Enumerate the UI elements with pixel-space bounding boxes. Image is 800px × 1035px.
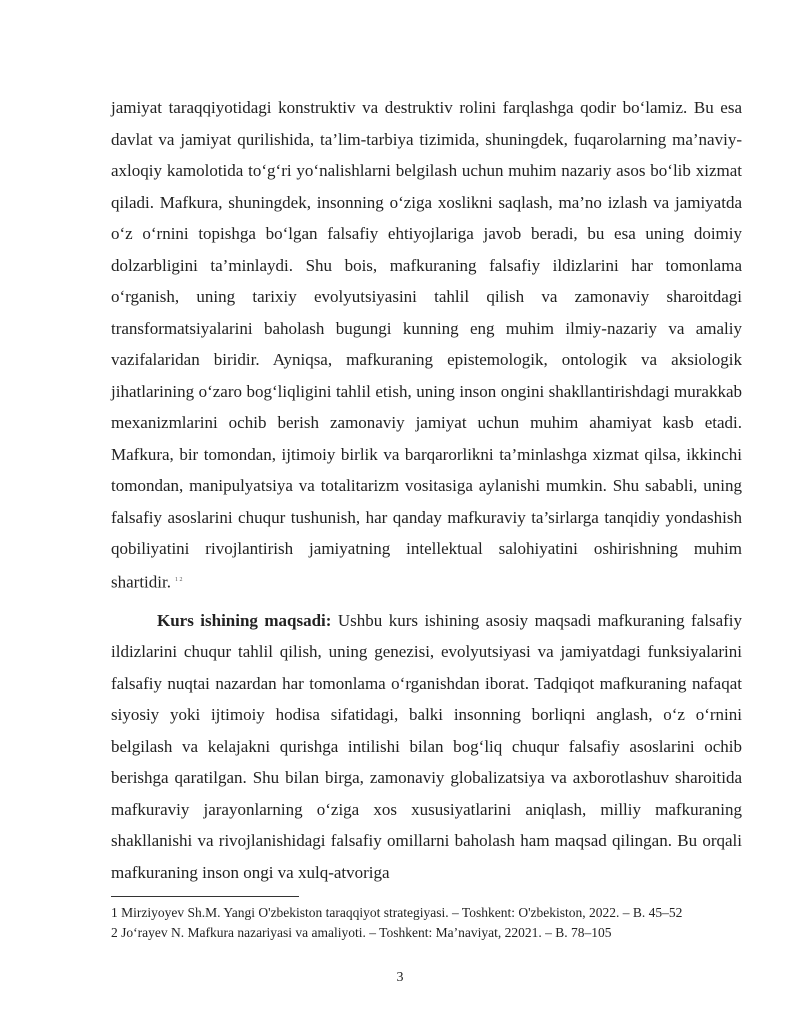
page-number: 3 xyxy=(396,970,404,985)
footnotes xyxy=(111,903,742,943)
paragraph-2-text: Ushbu kurs ishining asosiy maqsadi mafkuraning falsafiy ildizlarini chuqur tahlil qilish, uning genezisi, evolyutsiyasi va jamiyatdagi funksiyalarini falsafiy nuqtai nazardan har tomonlama o‘rganishdan iborat. Tadqiqot mafkuraning nafaqat siyosiy yoki ijtimoiy hodisa sifatidagi, balki insonning borliqni anglash, o‘z o‘rnini belgilash va kelajakni qurishga intilishi bilan bog‘liq chuqur falsafiy asoslarini ochib berishga qaratilgan. Shu bilan birga, zamonaviy globalizatsiya va axborotlashuv sharoitida mafkuraviy jarayonlarning o‘ziga xos xususiyatlarini aniqlash, milliy mafkuraning shakllanishi va rivojlanishidagi falsafiy omillarni baholash ham maqsad qilingan. Bu orqali mafkuraning inson ongi va xulq-atvoriga xyxy=(111,610,742,882)
footnote-separator xyxy=(111,896,299,897)
footnote-2: 2 Jo‘rayev N. Mafkura nazariyasi va amaliyoti. – Toshkent: Ma’naviyat, 22021. – B. 78–105 xyxy=(111,925,612,940)
footnote-reference-marks[interactable]: 1 2 xyxy=(174,576,183,583)
paragraph-2-heading: Kurs ishining maqsadi: xyxy=(157,610,332,630)
body-text xyxy=(111,92,742,888)
footnote-1: 1 Mirziyoyev Sh.M. Yangi O'zbekiston taraqqiyot strategiyasi. – Toshkent: O'zbekiston, 2022. – B. 45–52 xyxy=(111,905,683,920)
paragraph-course-goal xyxy=(111,605,742,889)
paragraph-1-text: jamiyat taraqqiyotidagi konstruktiv va destruktiv rolini farqlashga qodir bo‘lamiz. Bu esa davlat va jamiyat qurilishida, ta’lim-tarbiya tizimida, shuningdek, fuqarolarning ma’naviy-axloqiy kamolotida to‘g‘ri yo‘nalishlarni belgilash uchun muhim nazariy asos bo‘lib xizmat qiladi. Mafkura, shuningdek, insonning o‘ziga xoslikni saqlash, ma’no izlash va jamiyatda o‘z o‘rnini topishga bo‘lgan falsafiy ehtiyojlariga javob beradi, bu esa uning doimiy dolzarbligini ta’minlaydi. Shu bois, mafkuraning falsafiy ildizlarini har tomonlama o‘rganish, uning tarixiy evolyutsiyasini tahlil qilish va zamonaviy sharoitdagi transformatsiyalarini baholash bugungi kunning eng muhim ilmiy-nazariy va amaliy vazifalaridan biridir. Ayniqsa, mafkuraning epistemologik, ontologik va aksiologik jihatlarining o‘zaro bog‘liqligini tahlil etish, uning inson ongini shakllantirishdagi murakkab mexanizmlarini ochib berish zamonaviy jamiyat uchun muhim ahamiyat kasb etadi. Mafkura, bir tomondan, ijtimoiy birlik va barqarorlikni ta’minlashga xizmat qilsa, ikkinchi tomondan, manipulyatsiya va totalitarizm vositasiga aylanishi mumkin. Shu sababli, uning falsafiy asoslarini chuqur tushunish, har qanday mafkuraviy ta’sirlarga tanqidiy yondashish qobiliyatini rivojlantirish jamiyatning intellektual salohiyatini oshirishning muhim shartidir. xyxy=(111,98,742,592)
paragraph-continuation xyxy=(111,92,742,598)
